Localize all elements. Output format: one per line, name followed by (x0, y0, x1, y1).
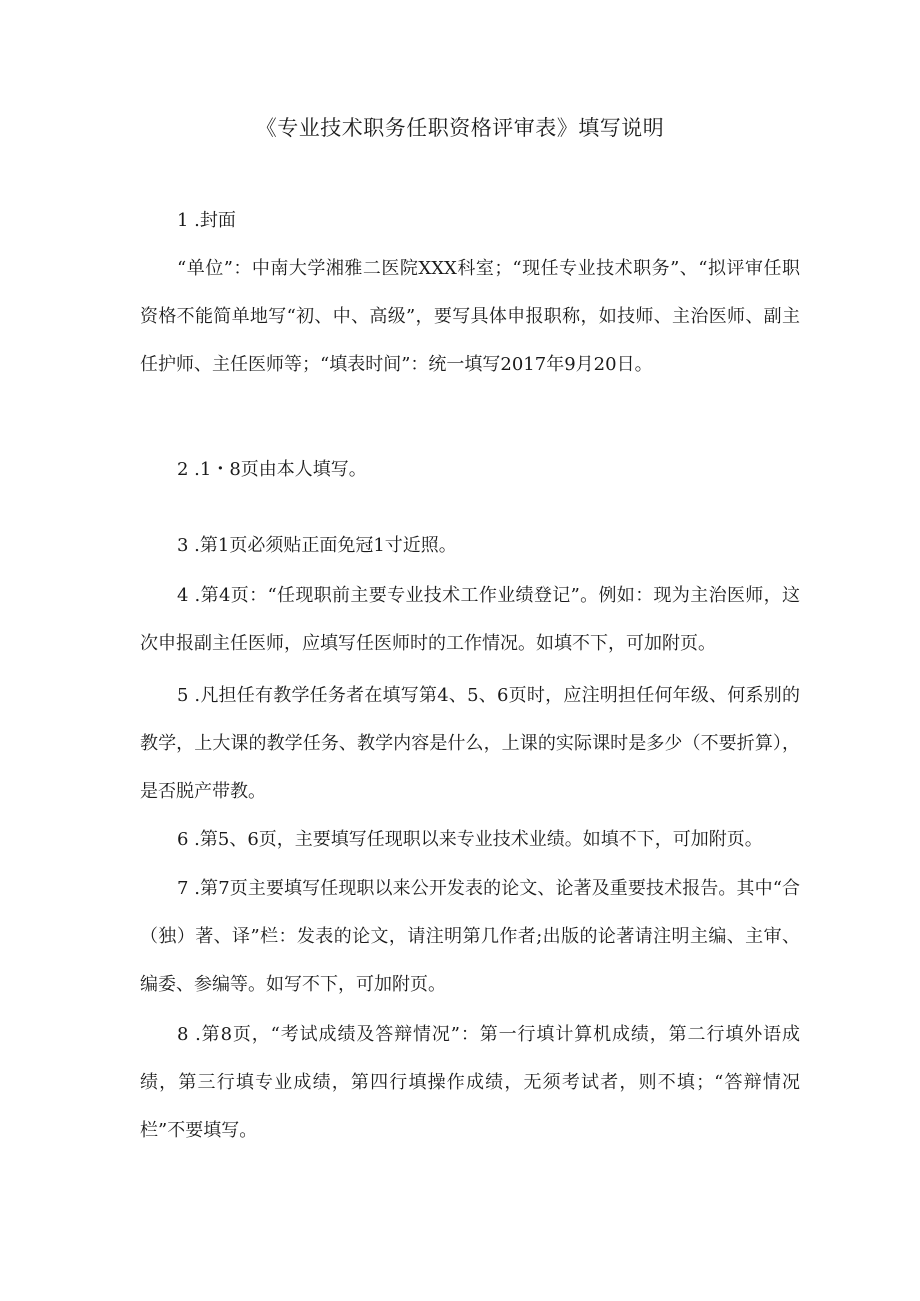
item-3: 3 .第1页必须贴正面免冠1寸近照。 (177, 535, 457, 556)
document-title: 《专业技术职务任职资格评审表》填写说明 (255, 116, 665, 140)
item-6: 6 .第5、6页，主要填写任现职以来专业技术业绩。如填不下，可加附页。 (177, 829, 763, 850)
item-1-body: “单位”：中南大学湘雅二医院XXX科室；“现任专业技术职务”、“拟评审任职资格不能简单地写“初、中、高级”，要写具体申报职称，如技师、主治医师、副主任护师、主任医师等；“填表时间”：统一填写2017年9月20日。 (140, 258, 800, 375)
item-8: 8 .第8页，“考试成绩及答辩情况”：第一行填计算机成绩，第二行填外语成绩，第三行填专业成绩，第四行填操作成绩，无须考试者，则不填；“答辩情况栏”不要填写。 (140, 1024, 800, 1141)
item-1-heading: 1 .封面 (177, 210, 236, 231)
item-4: 4 .第4页：“任现职前主要专业技术工作业绩登记”。例如：现为主治医师，这次申报副主任医师，应填写任医师时的工作情况。如填不下，可加附页。 (140, 585, 800, 654)
item-2: 2 .1・8页由本人填写。 (177, 459, 367, 480)
item-7: 7 .第7页主要填写任现职以来公开发表的论文、论著及重要技术报告。其中“合（独）著、译”栏：发表的论文，请注明第几作者;出版的论著请注明主编、主审、编委、参编等。如写不下，可加附页。 (140, 878, 800, 995)
item-5: 5 .凡担任有教学任务者在填写第4、5、6页时，应注明担任何年级、何系别的教学，上大课的教学任务、教学内容是什么，上课的实际课时是多少（不要折算），是否脱产带教。 (140, 685, 800, 802)
